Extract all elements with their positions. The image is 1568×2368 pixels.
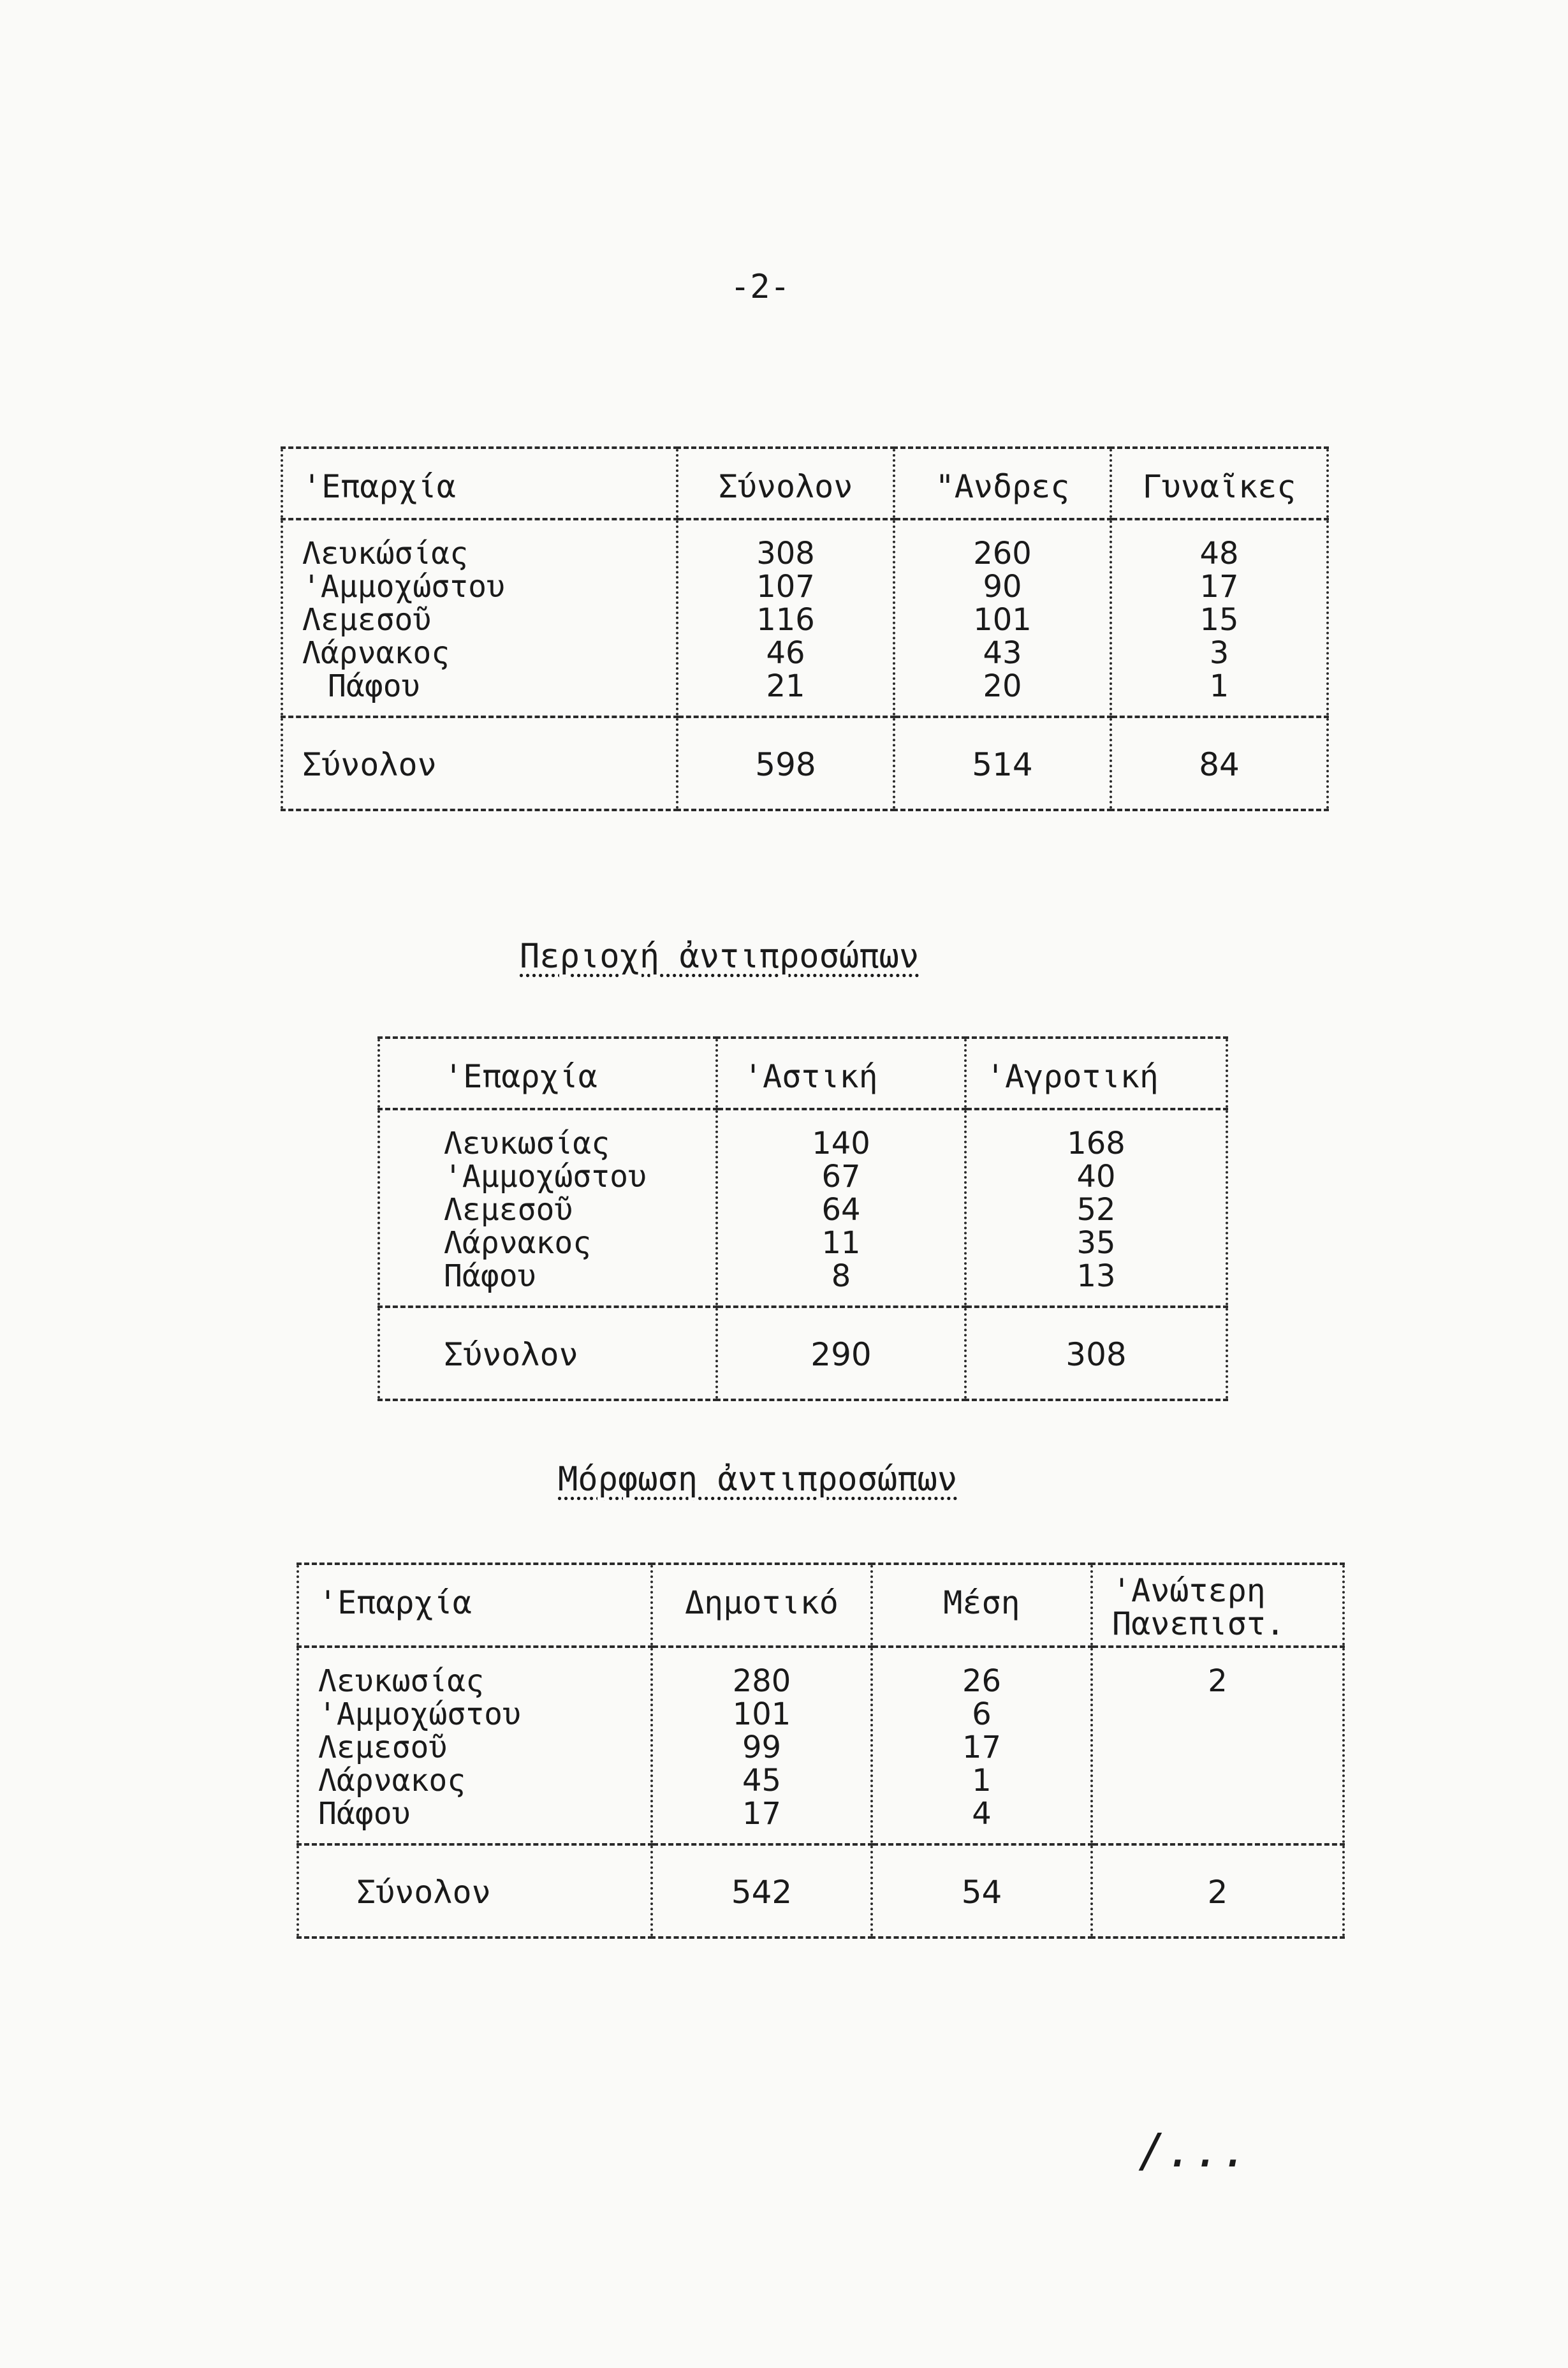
- men-value: 20: [983, 668, 1022, 704]
- district-name: Λεμεσοῦ: [302, 602, 432, 638]
- table-body-row: [379, 1109, 1227, 1307]
- rural-value: 40: [1076, 1159, 1116, 1195]
- table-body-row: [298, 1647, 1344, 1844]
- women-value: 15: [1199, 602, 1239, 638]
- total-column: [677, 519, 894, 717]
- table-header-row: [379, 1038, 1227, 1109]
- higher-value: [1093, 1797, 1342, 1830]
- header-total: Σύνολον: [677, 448, 894, 519]
- table-total-row: [379, 1307, 1227, 1400]
- total-value: 107: [756, 569, 815, 605]
- secondary-column: [872, 1647, 1092, 1844]
- women-value: 48: [1199, 536, 1239, 571]
- table-total-row: [282, 717, 1328, 810]
- higher-value: 2: [1208, 1663, 1227, 1699]
- district-name: Λάρνακος: [318, 1763, 466, 1798]
- section-caption-education: Μόρφωση ἀντιπροσώπων: [558, 1460, 958, 1499]
- district-column: [298, 1647, 652, 1844]
- district-column: [379, 1109, 717, 1307]
- total-sum: 598: [677, 717, 894, 810]
- district-name: Λάρνακος: [302, 635, 450, 671]
- primary-column: [652, 1647, 872, 1844]
- district-column: [282, 519, 677, 717]
- header-secondary: Μέση: [872, 1564, 1092, 1647]
- table-total-row: [298, 1844, 1344, 1938]
- table-header-row: [298, 1564, 1344, 1647]
- district-name: Πάφου: [318, 1796, 411, 1832]
- men-value: 260: [973, 536, 1032, 571]
- primary-value: 17: [742, 1796, 782, 1832]
- urban-value: 11: [821, 1225, 861, 1261]
- higher-column: [1092, 1647, 1344, 1844]
- primary-value: 99: [742, 1730, 782, 1765]
- men-value: 43: [983, 635, 1022, 671]
- urban-value: 67: [821, 1159, 861, 1195]
- district-name: 'Αμμοχώστου: [444, 1159, 647, 1195]
- header-higher-line1: 'Ανώτερη: [1112, 1572, 1266, 1609]
- primary-value: 280: [732, 1663, 791, 1699]
- district-name: 'Αμμοχώστου: [302, 569, 505, 605]
- district-name: Λευκωσίας: [318, 1663, 485, 1699]
- men-value: 101: [973, 602, 1032, 638]
- urban-column: [717, 1109, 965, 1307]
- men-sum: 514: [894, 717, 1111, 810]
- total-value: 116: [756, 602, 815, 638]
- higher-sum: 2: [1092, 1844, 1344, 1938]
- district-name: Λεμεσοῦ: [444, 1192, 573, 1228]
- rural-value: 13: [1076, 1258, 1116, 1294]
- header-higher: [1092, 1564, 1344, 1647]
- women-value: 1: [1209, 668, 1229, 704]
- women-value: 17: [1199, 569, 1239, 605]
- total-label: Σύνολον: [298, 1844, 652, 1938]
- district-name: 'Αμμοχώστου: [318, 1696, 521, 1732]
- rural-value: 52: [1076, 1192, 1116, 1228]
- rural-value: 168: [1067, 1126, 1125, 1161]
- higher-value: [1093, 1698, 1342, 1731]
- section-caption-area: Περιοχή ἀντιπροσώπων: [520, 938, 920, 976]
- district-name: Πάφου: [328, 668, 420, 704]
- district-name: Λάρνακος: [444, 1225, 592, 1261]
- district-sex-table: [281, 446, 1329, 811]
- rural-value: 35: [1076, 1225, 1116, 1261]
- secondary-value: 26: [962, 1663, 1002, 1699]
- page-number: -2-: [730, 268, 790, 306]
- higher-value: [1093, 1764, 1342, 1797]
- men-value: 90: [983, 569, 1022, 605]
- total-label: Σύνολον: [282, 717, 677, 810]
- header-district: 'Επαρχία: [379, 1038, 717, 1109]
- secondary-value: 6: [972, 1696, 992, 1732]
- district-name: Λευκώσίας: [302, 536, 469, 571]
- primary-value: 101: [732, 1696, 791, 1732]
- table-header-row: [282, 448, 1328, 519]
- header-urban: 'Αστική: [717, 1038, 965, 1109]
- table-body-row: [282, 519, 1328, 717]
- total-label: Σύνολον: [379, 1307, 717, 1400]
- district-name: Πάφου: [444, 1258, 536, 1294]
- district-name: Λευκωσίας: [444, 1126, 610, 1161]
- header-primary: Δημοτικό: [652, 1564, 872, 1647]
- secondary-value: 17: [962, 1730, 1002, 1765]
- district-name: Λεμεσοῦ: [318, 1730, 448, 1765]
- continuation-mark: /...: [1138, 2124, 1249, 2177]
- total-value: 46: [766, 635, 805, 671]
- district-area-table: [377, 1036, 1228, 1401]
- women-column: [1111, 519, 1328, 717]
- urban-value: 8: [831, 1258, 851, 1294]
- higher-value: [1093, 1731, 1342, 1764]
- header-men: "Ανδρες: [894, 448, 1111, 519]
- district-education-table: [297, 1563, 1345, 1939]
- women-sum: 84: [1111, 717, 1328, 810]
- rural-sum: 308: [965, 1307, 1227, 1400]
- women-value: 3: [1209, 635, 1229, 671]
- header-rural: 'Αγροτική: [965, 1038, 1227, 1109]
- primary-value: 45: [742, 1763, 782, 1798]
- secondary-sum: 54: [872, 1844, 1092, 1938]
- header-higher-line2: Πανεπιστ.: [1112, 1605, 1285, 1642]
- rural-column: [965, 1109, 1227, 1307]
- header-district: 'Επαρχία: [298, 1564, 652, 1647]
- urban-value: 140: [812, 1126, 870, 1161]
- total-value: 308: [756, 536, 815, 571]
- header-district: 'Επαρχία: [282, 448, 677, 519]
- urban-value: 64: [821, 1192, 861, 1228]
- secondary-value: 1: [972, 1763, 992, 1798]
- secondary-value: 4: [972, 1796, 992, 1832]
- total-value: 21: [766, 668, 805, 704]
- urban-sum: 290: [717, 1307, 965, 1400]
- men-column: [894, 519, 1111, 717]
- header-women: Γυναῖκες: [1111, 448, 1328, 519]
- primary-sum: 542: [652, 1844, 872, 1938]
